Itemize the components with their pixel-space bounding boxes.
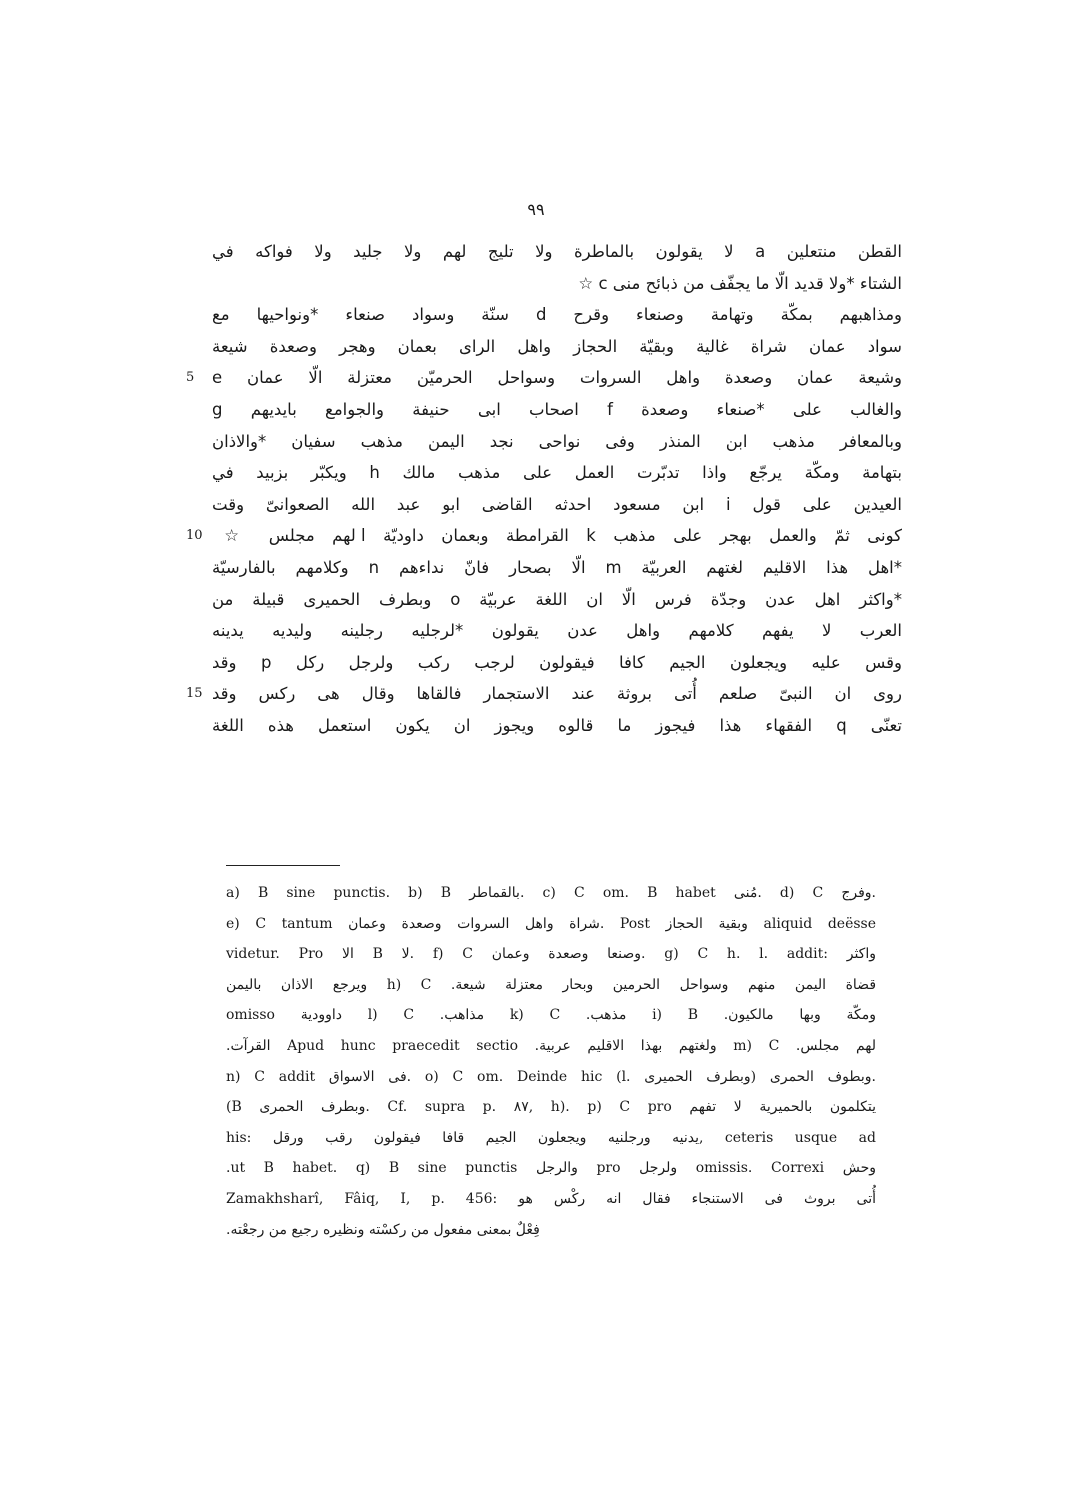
- text-line: [212, 299, 902, 331]
- line-text: وشيعة عمان وصعدة واهل السروات وسواحل الحرميّن معتزلة الّا عمان e: [212, 368, 902, 388]
- text-line: [212, 394, 902, 426]
- text-line: [212, 489, 902, 521]
- text-line: [186, 520, 902, 552]
- footnote-line: videtur. Pro الا B لا. f) C وصنعا وصعدة وعمان. g) C h. l. addit: واكثر: [226, 946, 876, 963]
- line-text: العرب لا يفهم كلامهم واهل عدن يقولون *لرجليه رجلينه وليديه يدينه: [212, 621, 902, 641]
- footnote-line: (B وبطرف الحمرى. Cf. supra p. ٨٧, h). p) C pro يتكلمون بالحميرية لا تفهم: [226, 1099, 876, 1116]
- line-text: *اهل هذا الاقليم لغتهم العربيّة m الّا بصحار فانّ نداءهم n وكلامهم بالفارسيّة: [212, 557, 902, 577]
- line-text: وقس عليه ويجعلون الجيم كافا فيقولون لرجب ركب ولرجل ركل p وقد: [212, 652, 902, 672]
- line-text: تعنّى q الفقهاء هذا فيجوز ما قالوه ويجوز ان يكون استعمل هذه اللغة: [212, 715, 903, 735]
- text-line: [212, 331, 902, 363]
- page-number: ٩٩: [527, 200, 545, 219]
- text-line: [212, 615, 902, 647]
- line-text: كونى ثمّ والعمل بهجر على مذهب k القرامطة وبعمان داوديّة l لهم مجلس ☆: [212, 526, 902, 546]
- footnote-line: n) C addit فى الاسواق. o) C om. Deinde hic (l. وبطرف الحميرى) وبطوف الحمرى.: [226, 1068, 876, 1085]
- footnote-separator: [226, 865, 340, 866]
- line-text: العيدين على قول i ابن مسعود احدثه القاضى ابو عبد الله الصعوانىّ وقت: [212, 494, 902, 514]
- line-text: والغالب على *صنعاء وصعدة f اصحاب ابى حنيفة والجوامع بايديهم g: [212, 399, 902, 419]
- line-text: القطن منتعلين a لا يقولون بالماطرة ولا تليج لهم ولا جليد ولا فواكه في: [212, 242, 902, 261]
- text-line: [212, 710, 902, 742]
- footnote-line: e) C tantum شراة واهل السروات وصعدة وعمان. Post وبقية الحجاز aliquid deësse: [226, 915, 877, 932]
- line-number: 10: [186, 528, 203, 544]
- text-line: [186, 362, 902, 394]
- text-line: [212, 584, 902, 616]
- line-text: ومذاهبهم بمكّة وتهامة وصنعاء وقرح d سنّة وسواد صنعاء *ونواحيها مع: [212, 305, 902, 325]
- line-text: الشتاء *ولا قديد الّا ما يجفّف من ذبائح منى c ☆: [578, 273, 902, 293]
- text-line: [186, 678, 902, 710]
- line-text: *واكثر اهل عدن وجدّة فرس الّا ان اللغة عربيّة o وبطرف الحميرى قبيلة من: [212, 589, 902, 609]
- line-number: 5: [186, 370, 195, 386]
- text-line: [212, 552, 902, 584]
- main-text: [186, 236, 903, 742]
- footnote-line: a) B sine punctis. b) B بالقماطر. c) C om. B habet مُنى. d) C وفرج.: [226, 885, 876, 901]
- line-number: 15: [186, 686, 203, 702]
- text-line: [212, 268, 902, 300]
- footnote-line: فِعْلٌ بمعنى مفعول من ركسْته ونظيره رجيع من رجعْته.: [226, 1221, 540, 1238]
- line-text: وبالمعافر مذهب ابن المنذر وفى نواحى نجد اليمن مذهب سفيان *والاذان: [212, 431, 902, 451]
- footnote-line: لهم مجلس. m) C ولغتهم بهذا الاقليم عربية. Apud hunc praecedit sectio القرآت.: [226, 1037, 877, 1054]
- line-text: سواد عمان شراة غالية وبقيّة الحجاز واهل الراى بعمان وهجر وصعدة شيعة: [212, 336, 902, 356]
- text-line: [212, 457, 902, 489]
- footnote-line: Zamakhsharî, Fâiq, I, p. 456: أُتى بروث فى الاستنجاء فقال انه ركْس هو: [226, 1190, 876, 1207]
- footnote-line: ومكّة وبها مالكيون. i) B مذهب. k) C مذاهب. l) C داوودية omisso: [226, 1007, 876, 1024]
- line-text: بتهامة ومكّة يرجّع واذا تدبّرت العمل على مذهب مالك h ويكبّر بزبيد في: [212, 463, 903, 483]
- footnote-line: his: يدنيه ورجلنيه ويجعلون الجيم قافا فيقولون رقب ورقل, ceteris usque ad: [226, 1129, 876, 1146]
- footnote-line: وحش omissis. Correxi ولرجل pro والرجل ut B habet. q) B sine punctis.: [226, 1160, 876, 1177]
- text-line: [212, 236, 902, 268]
- text-line: [212, 426, 902, 458]
- footnote-line: قضاة اليمن منهم وسواحل الحرمين وبحار معتزلة شيعة. h) C ويرجع الاذان باليمن: [226, 976, 877, 993]
- text-line: [212, 647, 902, 679]
- footnotes: [226, 878, 876, 1245]
- line-text: روى ان النبىّ صلعم أُتى بروثة عند الاستجمار فالقاها وقال هى ركس وقد: [212, 684, 902, 704]
